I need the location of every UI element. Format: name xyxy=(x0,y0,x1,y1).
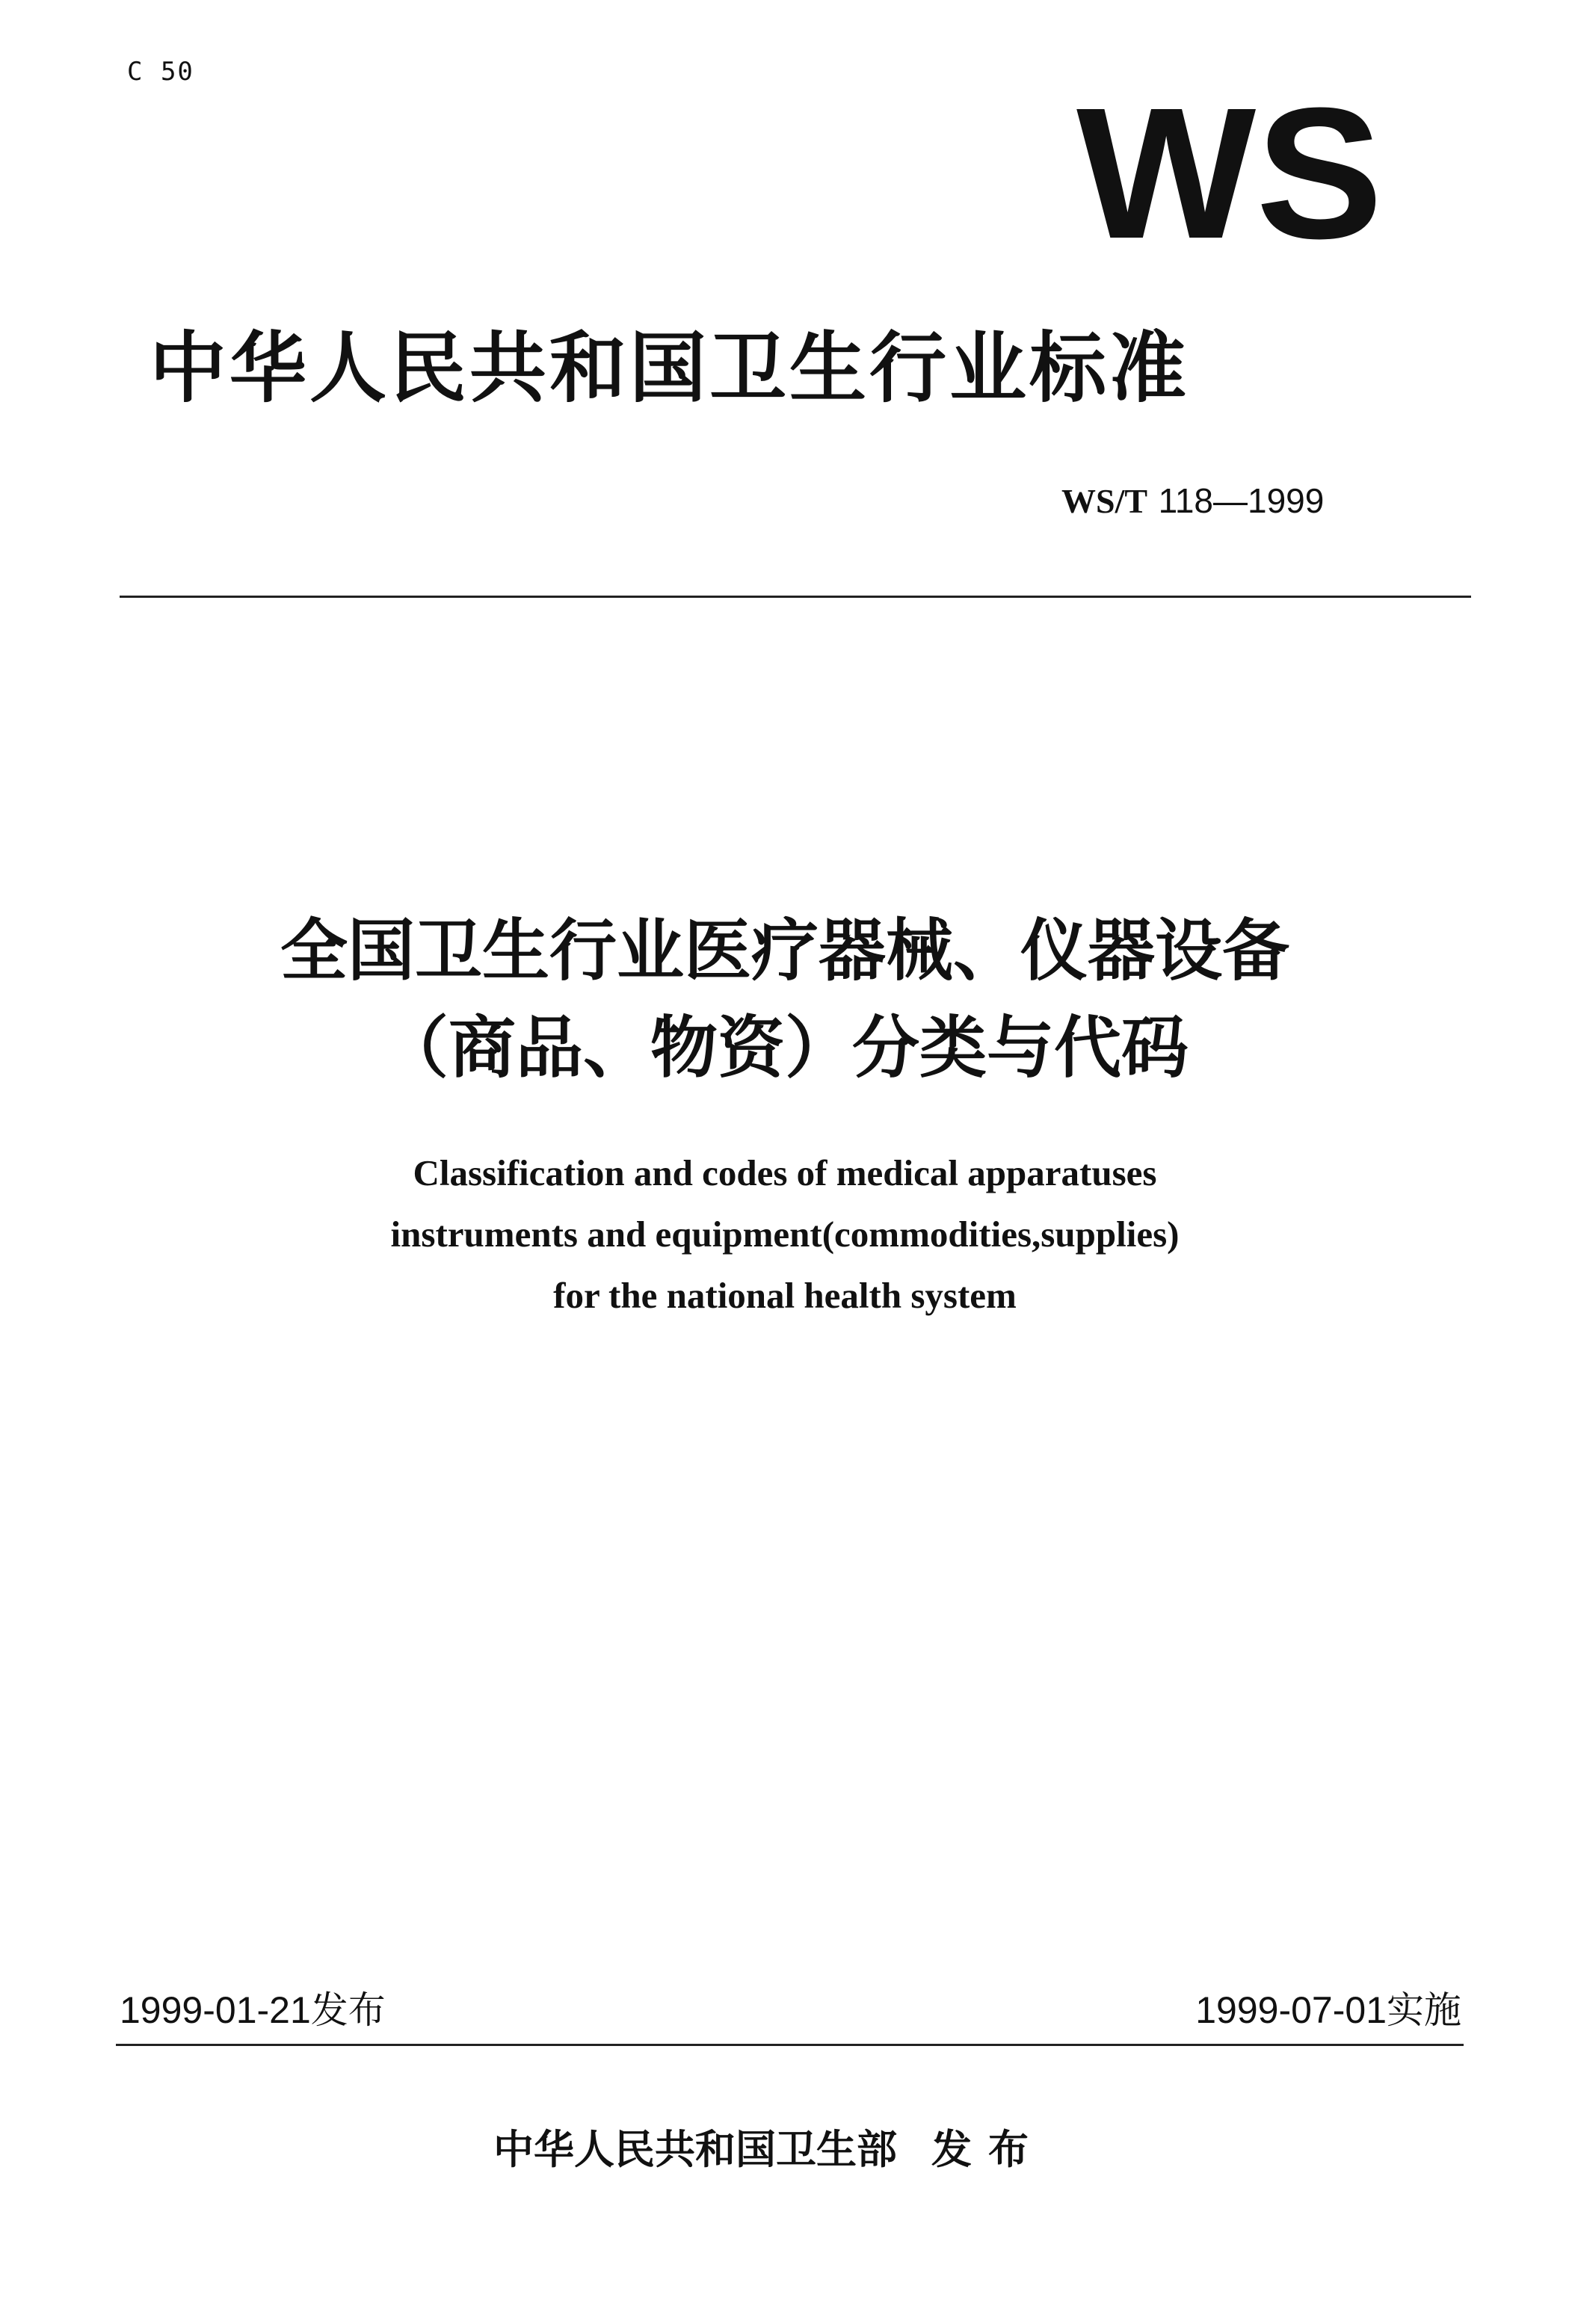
title-cn-line2: （商品、物资）分类与代码 xyxy=(381,1009,1189,1087)
standard-number-prefix: WS/T xyxy=(1061,482,1148,520)
standard-header: 中华人民共和国卫生行业标准 xyxy=(150,324,1189,413)
footer-divider xyxy=(116,2044,1464,2046)
issuer-action: 发布 xyxy=(931,2126,1045,2173)
title-en-line2: instruments and equipment(commodities,supplies) xyxy=(390,1214,1180,1255)
issue-date: 1999-01-21发布 xyxy=(120,1989,386,2031)
classification-code: C 50 xyxy=(127,57,194,87)
standard-number xyxy=(1061,478,1398,524)
issuer-name: 中华人民共和国卫生部 xyxy=(493,2126,897,2173)
standard-number-value: 118—1999 xyxy=(1158,481,1325,520)
issuer xyxy=(493,2124,1045,2176)
title-en-line1: Classification and codes of medical apparatuses xyxy=(413,1152,1157,1193)
ws-logo-text: WS xyxy=(1076,88,1383,253)
ws-logo xyxy=(1076,88,1390,253)
header-divider xyxy=(120,596,1471,598)
implementation-date: 1999-07-01实施 xyxy=(1195,1989,1461,2031)
title-en-line3: for the national health system xyxy=(553,1275,1017,1316)
title-cn-line1: 全国卫生行业医疗器械、仪器设备 xyxy=(280,912,1289,990)
